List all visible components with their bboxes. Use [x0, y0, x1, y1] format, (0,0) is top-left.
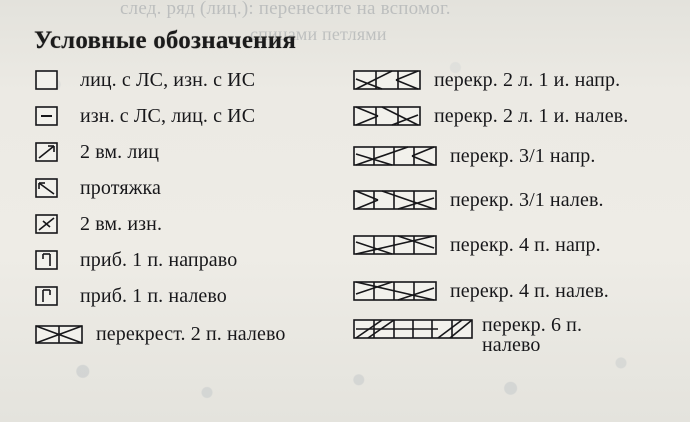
cross-2-left-symbol	[34, 322, 96, 346]
legend-label: 2 вм. изн.	[80, 212, 163, 235]
left-slant-square-symbol	[34, 176, 80, 200]
legend-label: 2 вм. лиц	[80, 140, 160, 163]
legend-label: приб. 1 п. направо	[80, 248, 238, 271]
legend-row	[352, 268, 688, 314]
bleed-line-1: след. ряд (лиц.): перенесите на вспомог.	[120, 0, 451, 19]
legend-row	[34, 278, 354, 314]
legend-label: перекрест. 2 п. налево	[96, 322, 286, 345]
legend-label: протяжка	[80, 176, 162, 199]
legend-label: перекр. 4 п. налев.	[450, 279, 609, 302]
legend-row	[352, 178, 688, 222]
legend-row	[352, 62, 688, 98]
legend-row	[352, 134, 688, 178]
cross-2x1-right-symbol	[352, 67, 434, 93]
legend-row	[352, 222, 688, 268]
legend-right-column	[352, 62, 688, 366]
slant-bar-square-symbol	[34, 212, 80, 236]
legend-label: перекр. 3/1 налев.	[450, 188, 604, 211]
page-title: Условные обозначения	[34, 27, 297, 54]
legend-row	[352, 314, 688, 366]
cross-3x1-left-symbol	[352, 187, 450, 213]
legend-left-column	[34, 62, 354, 354]
legend-label: перекр. 2 л. 1 и. напр.	[434, 68, 621, 91]
cross-4-right-symbol	[352, 232, 450, 258]
legend-label: лиц. с ЛС, изн. с ИС	[80, 68, 256, 91]
cross-6-left-symbol	[352, 314, 482, 342]
legend-row	[34, 242, 354, 278]
bleed-line-2: спицами петлями	[250, 24, 387, 44]
legend-label: изн. с ЛС, лиц. с ИС	[80, 104, 256, 127]
legend-label: приб. 1 п. налево	[80, 284, 227, 307]
hook-left-square-symbol	[34, 284, 80, 308]
legend-label: перекр. 2 л. 1 и. налев.	[434, 104, 629, 127]
legend-row	[34, 62, 354, 98]
legend-row	[34, 134, 354, 170]
empty-square-symbol	[34, 68, 80, 92]
legend-row	[34, 314, 354, 354]
legend-row	[34, 170, 354, 206]
dash-square-symbol	[34, 104, 80, 128]
cross-4-left-symbol	[352, 278, 450, 304]
legend-row	[34, 206, 354, 242]
legend-label: перекр. 6 п. налево	[482, 314, 583, 356]
right-slant-square-symbol	[34, 140, 80, 164]
legend-label: перекр. 4 п. напр.	[450, 233, 601, 256]
cross-2x1-left-symbol	[352, 103, 434, 129]
cross-3x1-right-symbol	[352, 143, 450, 169]
legend-row	[34, 98, 354, 134]
legend-label: перекр. 3/1 напр.	[450, 144, 596, 167]
hook-right-square-symbol	[34, 248, 80, 272]
legend-row	[352, 98, 688, 134]
